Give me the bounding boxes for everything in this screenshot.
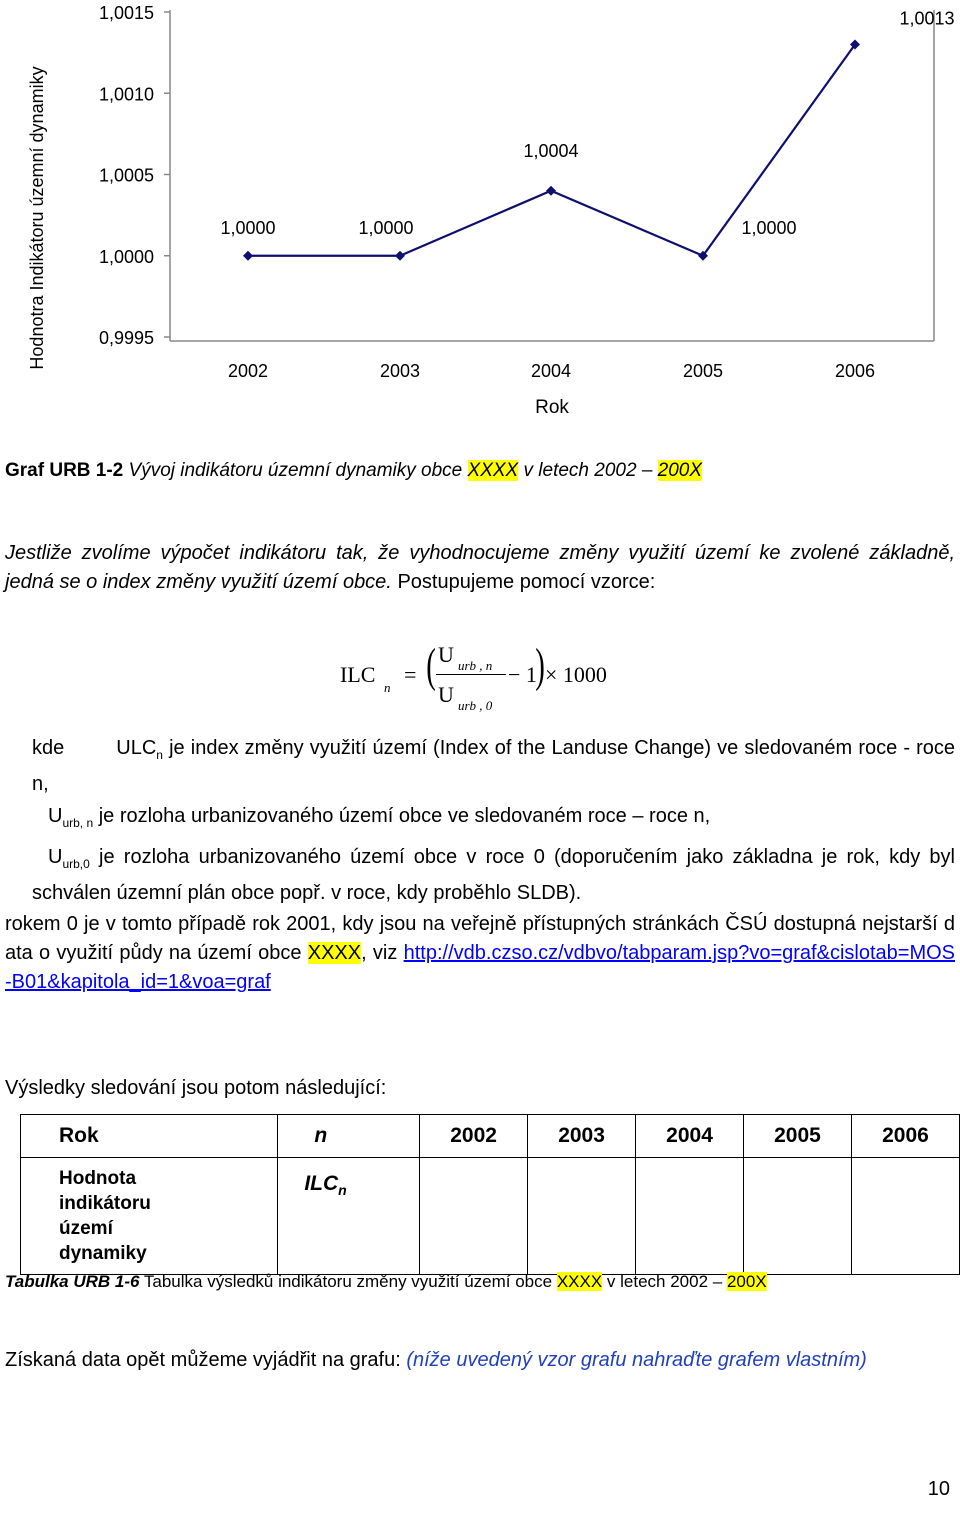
row-symbol: $ILC_n$ (278, 1158, 420, 1275)
def-uurbn-sub: urb, n (62, 816, 94, 830)
data-label: 1,0000 (358, 217, 414, 238)
table-header-row (21, 1115, 960, 1158)
results-table (20, 1114, 960, 1275)
data-label: 1,0000 (741, 217, 797, 238)
x-tick-label: 2002 (227, 361, 269, 381)
y-tick-label: 0,9995 (98, 328, 154, 348)
th-year-2006: 2006 (851, 1115, 959, 1158)
definition-uurb0 (32, 843, 955, 908)
x-tick-label: 2005 (682, 361, 724, 381)
def-uurb0-text: je rozloha urbanizovaného území obce v roce 0 (doporučením jako základna je rok, kdy byl schválen územní plán obce popř. v roce, kdy proběhlo SLDB). (32, 846, 955, 904)
definition-ulc (32, 734, 955, 799)
formula-den-sub: urb , 0 (458, 698, 493, 713)
chart-caption (5, 460, 702, 482)
formula-paren-left: ( (426, 639, 436, 692)
th-year-2002: 2002 (420, 1115, 528, 1158)
caption-mid: v letech 2002 – (523, 460, 653, 481)
base-year-placeholder: XXXX (307, 942, 362, 964)
table-caption (5, 1272, 767, 1292)
def-kde: kde (32, 737, 65, 759)
table-caption-mid: v letech 2002 – (606, 1272, 723, 1291)
cell-2004 (636, 1158, 744, 1275)
cell-2003 (528, 1158, 636, 1275)
czso-link[interactable]: http://vdb.czso.cz/vdbvo/tabparam.jsp?vo=graf&cislotab=MOS-B01&kapitola_id=1&voa=graf (5, 942, 955, 993)
th-rok: Rok (21, 1115, 278, 1158)
y-tick-label: 1,0000 (98, 246, 154, 267)
base-year-after: , viz (361, 942, 398, 964)
table-caption-placeholder: XXXX (556, 1272, 603, 1291)
def-uurb0-sub: urb,0 (62, 857, 90, 871)
y-tick-label: 1,0015 (98, 3, 154, 23)
table-caption-text: Tabulka výsledků indikátoru změny využití území obce (143, 1272, 553, 1291)
formula-equals: = (404, 662, 417, 687)
cell-2002 (420, 1158, 528, 1275)
formula-lhs: ILC (340, 662, 376, 687)
x-tick-label: 2006 (834, 361, 876, 381)
y-tick-label: 1,0005 (98, 165, 154, 186)
definition-uurbn (48, 802, 955, 838)
caption-year: 200X (657, 460, 703, 481)
y-axis-label: Hodnotra Indikátoru územní dynamiky (27, 66, 47, 370)
page-number: 10 (927, 1478, 950, 1500)
data-label: 1,0013 (899, 8, 955, 29)
def-ulc-symbol: ULC (116, 737, 157, 759)
x-axis-label: Rok (535, 397, 569, 418)
table-row (21, 1158, 960, 1275)
data-point-marker (546, 186, 556, 196)
th-n: n (278, 1115, 420, 1158)
table-caption-year: 200X (726, 1272, 767, 1291)
table-caption-label: Tabulka URB 1-6 (5, 1272, 140, 1291)
th-year-2003: 2003 (528, 1115, 636, 1158)
formula-num-sub: urb , n (458, 658, 493, 673)
formula-minus-one: − 1 (508, 662, 537, 687)
intro-normal: Postupujeme pomocí vzorce: (397, 571, 656, 593)
th-year-2005: 2005 (744, 1115, 852, 1158)
formula-fraction-bar (436, 674, 506, 675)
def-uurbn-symbol: U (48, 805, 63, 827)
caption-placeholder: XXXX (467, 460, 519, 481)
x-tick-label: 2004 (530, 361, 572, 381)
th-year-2004: 2004 (636, 1115, 744, 1158)
formula-times: × 1000 (545, 662, 607, 687)
row-label: Hodnota indikátoru území dynamiky (21, 1158, 278, 1275)
closing-italic: (níže uvedený vzor grafu nahraďte grafem vlastním) (406, 1349, 867, 1371)
intro-paragraph (5, 539, 955, 597)
x-tick-label: 2003 (379, 361, 421, 381)
closing-normal: Získaná data opět můžeme vyjádřit na grafu: (5, 1349, 401, 1371)
data-point-marker (395, 251, 405, 261)
def-uurb0-symbol: U (48, 846, 63, 868)
data-label: 1,0000 (220, 217, 276, 238)
y-tick-label: 1,0010 (98, 84, 154, 105)
formula (340, 640, 640, 720)
def-uurbn-text: je rozloha urbanizovaného území obce ve sledovaném roce – roce n, (98, 805, 711, 827)
def-ulc-text: je index změny využití území (Index of the Landuse Change) ve sledovaném roce - roce n, (32, 737, 956, 795)
line-chart (0, 0, 960, 430)
data-point-marker (243, 251, 253, 261)
formula-num: U (438, 642, 454, 667)
formula-lhs-sub: n (384, 680, 391, 695)
cell-2006 (851, 1158, 959, 1275)
formula-paren-right: ) (535, 639, 545, 692)
caption-text: Vývoj indikátoru územní dynamiky obce (128, 460, 463, 481)
intro-italic: Jestliže zvolíme výpočet indikátoru tak, že vyhodnocujeme změny využití území ke zvolené základně, jedná se o index změny využití území obce. (5, 542, 955, 593)
base-year-paragraph (5, 910, 955, 997)
results-intro: Výsledky sledování jsou potom následující: (5, 1077, 387, 1099)
base-year-text: rokem 0 je v tomto případě rok 2001, kdy jsou na veřejně přístupných stránkách ČSÚ dostupná nejstarší data o využití půdy na území obce (5, 913, 955, 964)
def-ulc-sub: n (156, 748, 163, 762)
closing-paragraph (5, 1346, 955, 1375)
data-label: 1,0004 (523, 140, 579, 161)
formula-den: U (438, 682, 454, 707)
caption-label: Graf URB 1-2 (5, 460, 124, 481)
cell-2005 (744, 1158, 852, 1275)
